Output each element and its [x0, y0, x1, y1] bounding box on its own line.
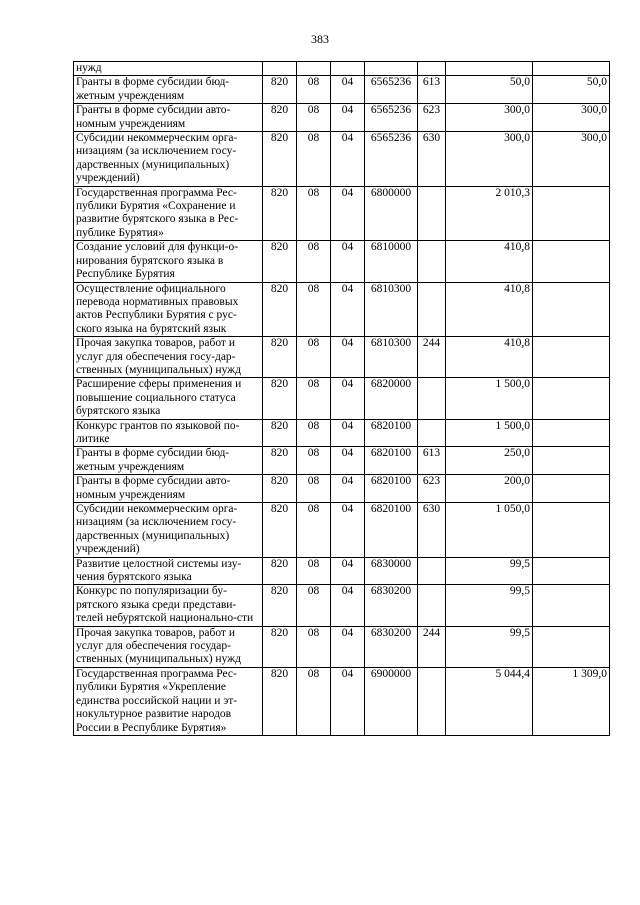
- row-target-article: 6830200: [365, 626, 418, 667]
- row-target-article: 6565236: [365, 104, 418, 132]
- row-subsection-code: 04: [331, 447, 365, 475]
- row-expense-type: 613: [418, 447, 446, 475]
- row-expense-type: [418, 378, 446, 419]
- row-grbs-code: 820: [263, 104, 297, 132]
- row-expense-type: 613: [418, 76, 446, 104]
- table-row: [74, 557, 610, 585]
- row-section-code: 08: [297, 557, 331, 585]
- row-grbs-code: 820: [263, 626, 297, 667]
- table-row: [74, 282, 610, 337]
- row-subsection-code: 04: [331, 557, 365, 585]
- row-expense-type: 623: [418, 475, 446, 503]
- row-amount-2: [533, 626, 610, 667]
- row-amount-2: [533, 475, 610, 503]
- row-grbs-code: 820: [263, 132, 297, 187]
- row-amount-2: [533, 282, 610, 337]
- row-grbs-code: 820: [263, 503, 297, 558]
- row-subsection-code: 04: [331, 585, 365, 626]
- row-subsection-code: 04: [331, 475, 365, 503]
- row-amount-2: [533, 378, 610, 419]
- row-amount-2: 300,0: [533, 104, 610, 132]
- row-subsection-code: 04: [331, 104, 365, 132]
- row-grbs-code: 820: [263, 475, 297, 503]
- row-amount-1: 250,0: [446, 447, 533, 475]
- row-target-article: 6830000: [365, 557, 418, 585]
- table-row: [74, 104, 610, 132]
- row-subsection-code: 04: [331, 378, 365, 419]
- row-expense-type: 630: [418, 132, 446, 187]
- table-row: [74, 447, 610, 475]
- row-name: Субсидии некоммерческим орга-низациям (за исключением госу-дарственных (муниципальных) учреждений): [74, 503, 263, 558]
- row-amount-2: 300,0: [533, 132, 610, 187]
- row-name: Субсидии некоммерческим орга-низациям (за исключением госу-дарственных (муниципальных) учреждений): [74, 132, 263, 187]
- row-name: Прочая закупка товаров, работ и услуг для обеспечения государ-ственных (муниципальных) нужд: [74, 626, 263, 667]
- row-section-code: 08: [297, 282, 331, 337]
- row-amount-2: [533, 337, 610, 378]
- row-amount-1: 410,8: [446, 282, 533, 337]
- table-row: [74, 419, 610, 447]
- row-name: нужд: [74, 62, 263, 76]
- row-name: Осуществление официального перевода нормативных правовых актов Республики Бурятия с рус-ского языка на бурятский язык: [74, 282, 263, 337]
- row-grbs-code: 820: [263, 419, 297, 447]
- row-amount-1: 99,5: [446, 585, 533, 626]
- row-expense-type: [418, 62, 446, 76]
- row-amount-2: [533, 186, 610, 241]
- row-subsection-code: 04: [331, 626, 365, 667]
- row-expense-type: [418, 585, 446, 626]
- row-amount-2: [533, 419, 610, 447]
- row-amount-1: 99,5: [446, 557, 533, 585]
- row-grbs-code: 820: [263, 282, 297, 337]
- row-name: Государственная программа Рес-публики Бурятия «Укрепление единства российской нации и эт-нокультурное развитие народов России в Республике Бурятия»: [74, 667, 263, 735]
- row-amount-1: 99,5: [446, 626, 533, 667]
- row-target-article: 6820100: [365, 419, 418, 447]
- row-amount-1: 1 500,0: [446, 419, 533, 447]
- row-amount-2: [533, 62, 610, 76]
- row-grbs-code: 820: [263, 378, 297, 419]
- row-amount-1: 410,8: [446, 241, 533, 282]
- row-subsection-code: 04: [331, 282, 365, 337]
- row-subsection-code: 04: [331, 186, 365, 241]
- row-amount-1: [446, 62, 533, 76]
- row-name: Прочая закупка товаров, работ и услуг для обеспечения госу-дар-ственных (муниципальных) нужд: [74, 337, 263, 378]
- row-name: Развитие целостной системы изу-чения бурятского языка: [74, 557, 263, 585]
- table-row: [74, 62, 610, 76]
- row-name: Гранты в форме субсидии авто-номным учреждениям: [74, 475, 263, 503]
- table-row: [74, 378, 610, 419]
- table-row: [74, 503, 610, 558]
- budget-table: [73, 61, 610, 736]
- row-section-code: 08: [297, 241, 331, 282]
- row-target-article: 6820000: [365, 378, 418, 419]
- row-grbs-code: 820: [263, 667, 297, 735]
- row-expense-type: 244: [418, 626, 446, 667]
- row-amount-1: 200,0: [446, 475, 533, 503]
- row-section-code: 08: [297, 626, 331, 667]
- row-target-article: 6900000: [365, 667, 418, 735]
- row-amount-1: 1 500,0: [446, 378, 533, 419]
- row-target-article: 6565236: [365, 76, 418, 104]
- row-name: Расширение сферы применения и повышение социального статуса бурятского языка: [74, 378, 263, 419]
- row-section-code: 08: [297, 475, 331, 503]
- row-expense-type: 623: [418, 104, 446, 132]
- row-grbs-code: 820: [263, 557, 297, 585]
- row-target-article: 6810300: [365, 282, 418, 337]
- row-subsection-code: 04: [331, 667, 365, 735]
- row-name: Конкурс по популяризации бу-рятского языка среди представи-телей небурятской национально-сти: [74, 585, 263, 626]
- row-section-code: 08: [297, 104, 331, 132]
- row-section-code: [297, 62, 331, 76]
- row-expense-type: [418, 241, 446, 282]
- row-amount-2: [533, 503, 610, 558]
- row-section-code: 08: [297, 585, 331, 626]
- row-subsection-code: 04: [331, 419, 365, 447]
- row-section-code: 08: [297, 503, 331, 558]
- table-row: [74, 667, 610, 735]
- row-name: Государственная программа Рес-публики Бурятия «Сохранение и развитие бурятского языка в Рес-публике Бурятия»: [74, 186, 263, 241]
- row-amount-1: 50,0: [446, 76, 533, 104]
- row-grbs-code: 820: [263, 76, 297, 104]
- table-row: [74, 475, 610, 503]
- row-section-code: 08: [297, 337, 331, 378]
- row-subsection-code: 04: [331, 76, 365, 104]
- table-row: [74, 241, 610, 282]
- row-expense-type: [418, 557, 446, 585]
- page-number: 383: [311, 32, 329, 46]
- table-row: [74, 76, 610, 104]
- row-section-code: 08: [297, 419, 331, 447]
- row-amount-1: 1 050,0: [446, 503, 533, 558]
- row-expense-type: [418, 186, 446, 241]
- row-subsection-code: 04: [331, 503, 365, 558]
- row-target-article: 6820100: [365, 447, 418, 475]
- row-section-code: 08: [297, 667, 331, 735]
- row-amount-2: [533, 557, 610, 585]
- row-amount-2: 1 309,0: [533, 667, 610, 735]
- row-section-code: 08: [297, 378, 331, 419]
- row-name: Конкурс грантов по языковой по-литике: [74, 419, 263, 447]
- table-row: [74, 186, 610, 241]
- row-expense-type: 630: [418, 503, 446, 558]
- row-amount-1: 410,8: [446, 337, 533, 378]
- row-expense-type: [418, 282, 446, 337]
- row-target-article: 6565236: [365, 132, 418, 187]
- row-amount-2: [533, 447, 610, 475]
- row-expense-type: [418, 419, 446, 447]
- row-grbs-code: 820: [263, 186, 297, 241]
- row-section-code: 08: [297, 132, 331, 187]
- row-target-article: 6820100: [365, 475, 418, 503]
- row-grbs-code: 820: [263, 447, 297, 475]
- row-subsection-code: [331, 62, 365, 76]
- row-subsection-code: 04: [331, 241, 365, 282]
- row-expense-type: [418, 667, 446, 735]
- row-amount-1: 5 044,4: [446, 667, 533, 735]
- row-amount-1: 2 010,3: [446, 186, 533, 241]
- row-amount-1: 300,0: [446, 132, 533, 187]
- row-target-article: 6800000: [365, 186, 418, 241]
- row-amount-2: [533, 241, 610, 282]
- row-grbs-code: 820: [263, 241, 297, 282]
- row-target-article: 6830200: [365, 585, 418, 626]
- row-section-code: 08: [297, 76, 331, 104]
- table-row: [74, 132, 610, 187]
- table-row: [74, 337, 610, 378]
- table-row: [74, 585, 610, 626]
- row-target-article: 6810000: [365, 241, 418, 282]
- row-expense-type: 244: [418, 337, 446, 378]
- row-name: Гранты в форме субсидии авто-номным учреждениям: [74, 104, 263, 132]
- row-target-article: 6810300: [365, 337, 418, 378]
- row-target-article: [365, 62, 418, 76]
- row-grbs-code: [263, 62, 297, 76]
- row-grbs-code: 820: [263, 337, 297, 378]
- row-section-code: 08: [297, 186, 331, 241]
- table-row: [74, 626, 610, 667]
- row-name: Создание условий для функци-о-нирования бурятского языка в Республике Бурятия: [74, 241, 263, 282]
- row-section-code: 08: [297, 447, 331, 475]
- row-grbs-code: 820: [263, 585, 297, 626]
- row-target-article: 6820100: [365, 503, 418, 558]
- row-name: Гранты в форме субсидии бюд-жетным учреждениям: [74, 447, 263, 475]
- row-amount-2: [533, 585, 610, 626]
- row-subsection-code: 04: [331, 132, 365, 187]
- row-subsection-code: 04: [331, 337, 365, 378]
- row-amount-1: 300,0: [446, 104, 533, 132]
- row-name: Гранты в форме субсидии бюд-жетным учреждениям: [74, 76, 263, 104]
- row-amount-2: 50,0: [533, 76, 610, 104]
